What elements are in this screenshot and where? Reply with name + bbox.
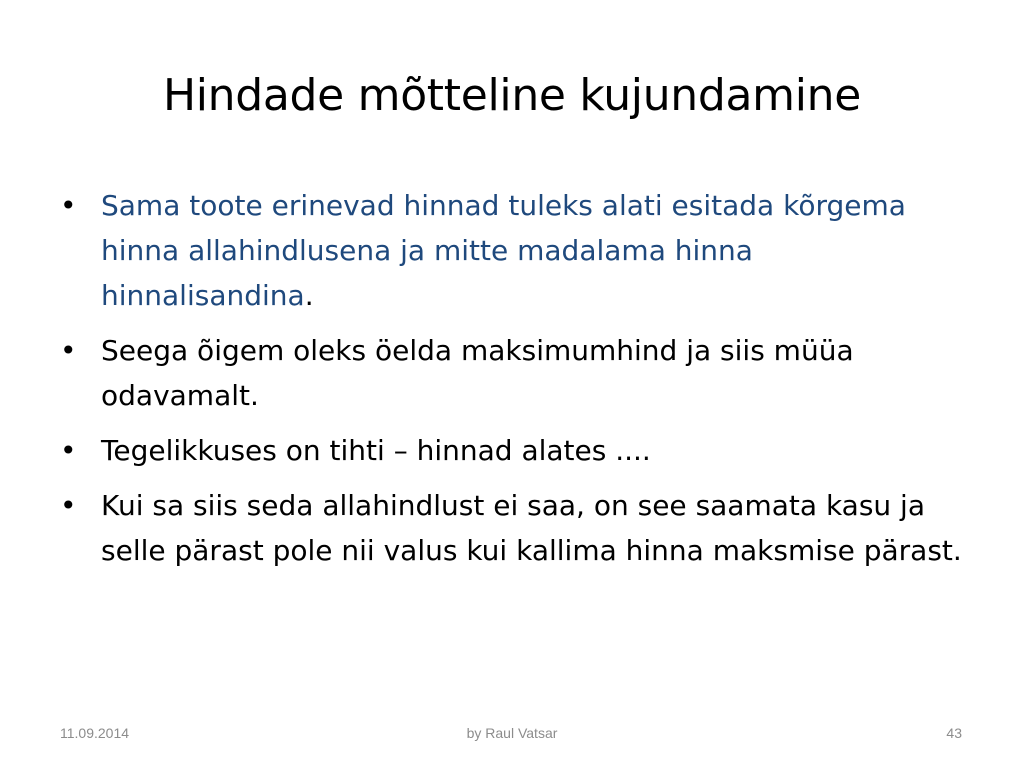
bullet-item-4	[60, 483, 970, 573]
footer-page-number: 43	[946, 725, 962, 741]
bullet-suffix-1: .	[304, 279, 314, 312]
bullet-icon: •	[60, 334, 77, 367]
bullet-text-2: Seega õigem oleks öelda maksimumhind ja siis müüa odavamalt.	[101, 334, 854, 412]
footer-author: by Raul Vatsar	[466, 725, 558, 741]
bullet-icon: •	[60, 434, 77, 467]
bullet-item-1	[60, 183, 970, 318]
bullet-item-2	[60, 328, 970, 418]
footer-date: 11.09.2014	[60, 725, 130, 741]
bullet-item-3	[60, 428, 970, 473]
bullet-list	[60, 183, 970, 583]
bullet-icon: •	[60, 489, 77, 522]
bullet-text-3: Tegelikkuses on tihti – hinnad alates ....	[101, 434, 651, 467]
bullet-icon: •	[60, 189, 77, 222]
bullet-text-1: Sama toote erinevad hinnad tuleks alati esitada kõrgema hinna allahindlusena ja mitte madalama hinna hinnalisandina	[101, 189, 906, 312]
bullet-text-4: Kui sa siis seda allahindlust ei saa, on see saamata kasu ja selle pärast pole nii valus kui kallima hinna maksmise pärast.	[101, 489, 962, 567]
slide-title: Hindade mõtteline kujundamine	[162, 70, 862, 121]
